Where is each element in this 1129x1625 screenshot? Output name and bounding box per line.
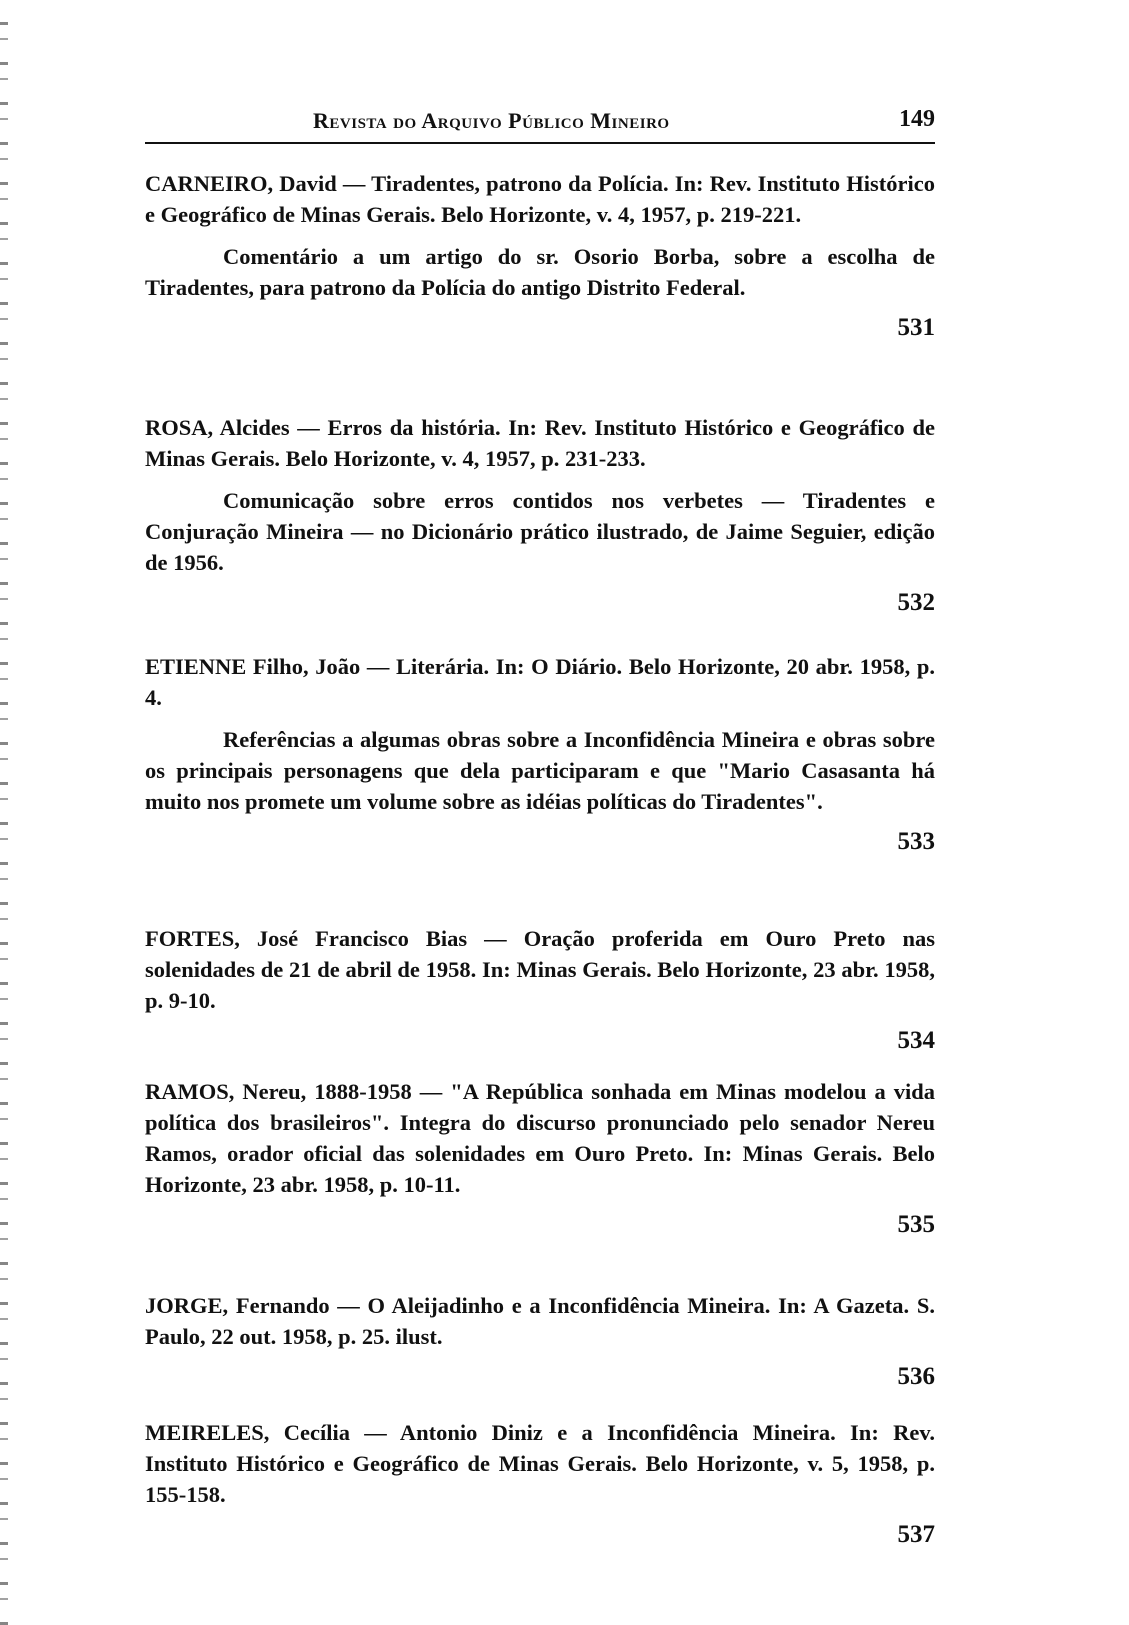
entry-citation: CARNEIRO, David — Tiradentes, patrono da Polícia. In: Rev. Instituto Histórico e Geográfico de Minas Gerais. Belo Horizonte, v. 4, 1957, p. 219-221. [145,171,935,227]
entry-citation: RAMOS, Nereu, 1888-1958 — "A República sonhada em Minas modelou a vida política dos brasileiros". Integra do discurso pronunciado pelo senador Nereu Ramos, orador oficial das solenidades em Ouro Preto. In: Minas Gerais. Belo Horizonte, 23 abr. 1958, p. 10-11. [145,1079,935,1197]
entry-annotation: Comunicação sobre erros contidos nos verbetes — Tiradentes e Conjuração Mineira — no Dicionário prático ilustrado, de Jaime Seguier, edição de 1956. [145,488,935,575]
entry-annotation: Comentário a um artigo do sr. Osorio Borba, sobre a escolha de Tiradentes, para patrono da Polícia do antigo Distrito Federal. [145,244,935,300]
entry-citation: FORTES, José Francisco Bias — Oração proferida em Ouro Preto nas solenidades de 21 de abril de 1958. In: Minas Gerais. Belo Horizonte, 23 abr. 1958, p. 9-10. [145,926,935,1013]
bibliography-entry [145,412,935,618]
bibliography-entry [145,1417,935,1550]
entry-number: 535 [897,1211,935,1238]
entry-number: 531 [897,314,935,341]
entry-citation: ETIENNE Filho, João — Literária. In: O Diário. Belo Horizonte, 20 abr. 1958, p. 4. [145,654,935,710]
entry-number: 536 [897,1363,935,1390]
entry-number: 534 [897,1027,935,1054]
bibliography-entry [145,168,935,343]
entry-citation: MEIRELES, Cecília — Antonio Diniz e a Inconfidência Mineira. In: Rev. Instituto Histórico e Geográfico de Minas Gerais. Belo Horizonte, v. 5, 1958, p. 155-158. [145,1420,935,1507]
bibliography-entry [145,1076,935,1240]
entry-annotation: Referências a algumas obras sobre a Inconfidência Mineira e obras sobre os principais personagens que dela participaram e que "Mario Casasanta há muito nos promete um volume sobre as idéias políticas do Tiradentes". [145,727,935,814]
entry-number: 532 [897,589,935,616]
running-title: Revista do Arquivo Público Mineiro [313,108,670,133]
running-header [145,100,935,144]
bibliography-entry [145,923,935,1056]
bibliography-entry [145,1290,935,1392]
entry-number: 533 [897,828,935,855]
entry-number: 537 [897,1521,935,1548]
page-number: 149 [899,106,935,132]
entry-citation: JORGE, Fernando — O Aleijadinho e a Inconfidência Mineira. In: A Gazeta. S. Paulo, 22 out. 1958, p. 25. ilust. [145,1293,935,1349]
entry-citation: ROSA, Alcides — Erros da história. In: Rev. Instituto Histórico e Geográfico de Minas Gerais. Belo Horizonte, v. 4, 1957, p. 231-233. [145,415,935,471]
bibliography-entry [145,651,935,857]
scan-edge-marks [0,0,8,1625]
